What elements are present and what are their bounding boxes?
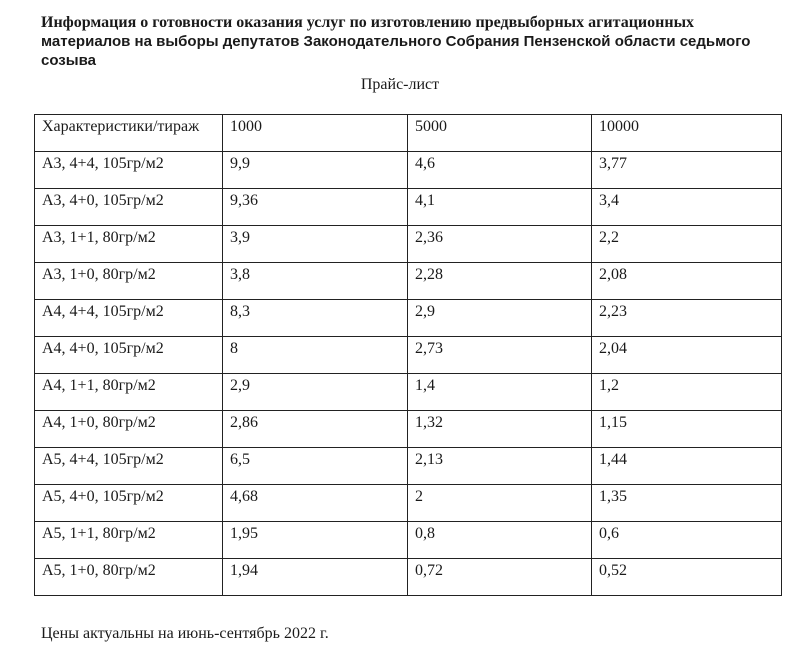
table-cell-10000: 0,6 [592,522,782,559]
table-header-row [35,115,782,152]
heading-line-3: созыва [41,52,96,69]
table-cell-10000: 2,04 [592,337,782,374]
table-cell-1000: 4,68 [223,485,408,522]
table-cell-1000: 3,9 [223,226,408,263]
table-cell-10000: 0,52 [592,559,782,596]
table-row [35,226,782,263]
table-cell-1000: 2,9 [223,374,408,411]
header-cell-5000: 5000 [408,115,592,152]
table-cell-10000: 1,15 [592,411,782,448]
table-cell-10000: 2,08 [592,263,782,300]
table-row [35,189,782,226]
table-cell-1000: 9,36 [223,189,408,226]
table-cell-5000: 1,32 [408,411,592,448]
table-cell-10000: 1,44 [592,448,782,485]
table-cell-10000: 3,4 [592,189,782,226]
table-cell-5000: 2,36 [408,226,592,263]
price-validity-note: Цены актуальны на июнь-сентябрь 2022 г. [41,625,329,642]
header-cell-characteristics: Характеристики/тираж [35,115,223,152]
table-row [35,337,782,374]
table-cell-characteristics: А3, 1+1, 80гр/м2 [35,226,223,263]
table-row [35,485,782,522]
table-cell-characteristics: А4, 4+0, 105гр/м2 [35,337,223,374]
table-cell-5000: 0,8 [408,522,592,559]
table-cell-10000: 1,35 [592,485,782,522]
table-row [35,152,782,189]
header-cell-1000: 1000 [223,115,408,152]
table-cell-1000: 1,94 [223,559,408,596]
table-cell-characteristics: А3, 4+0, 105гр/м2 [35,189,223,226]
table-cell-characteristics: А5, 1+0, 80гр/м2 [35,559,223,596]
table-row [35,300,782,337]
table-cell-1000: 8 [223,337,408,374]
price-list-title: Прайс-лист [360,76,440,93]
table-row [35,448,782,485]
table-cell-1000: 8,3 [223,300,408,337]
table-cell-characteristics: А4, 1+1, 80гр/м2 [35,374,223,411]
table-row [35,374,782,411]
table-cell-5000: 2 [408,485,592,522]
table-cell-characteristics: А3, 4+4, 105гр/м2 [35,152,223,189]
table-cell-characteristics: А5, 4+0, 105гр/м2 [35,485,223,522]
table-cell-5000: 1,4 [408,374,592,411]
table-row [35,559,782,596]
header-cell-10000: 10000 [592,115,782,152]
price-table-body [35,115,782,596]
table-cell-1000: 2,86 [223,411,408,448]
table-cell-5000: 2,13 [408,448,592,485]
table-row [35,263,782,300]
table-cell-5000: 2,28 [408,263,592,300]
table-row [35,411,782,448]
table-cell-10000: 2,2 [592,226,782,263]
price-table [34,114,782,596]
table-row [35,522,782,559]
table-cell-5000: 2,73 [408,337,592,374]
table-cell-5000: 4,1 [408,189,592,226]
table-cell-characteristics: А4, 4+4, 105гр/м2 [35,300,223,337]
heading-line-2: материалов на выборы депутатов Законодательного Собрания Пензенской области седьмого [41,33,751,50]
heading-line-1: Информация о готовности оказания услуг по изготовлению предвыборных агитационных [41,14,695,31]
table-cell-5000: 0,72 [408,559,592,596]
table-cell-10000: 1,2 [592,374,782,411]
table-cell-characteristics: А4, 1+0, 80гр/м2 [35,411,223,448]
table-cell-1000: 3,8 [223,263,408,300]
table-cell-10000: 2,23 [592,300,782,337]
table-cell-characteristics: А5, 1+1, 80гр/м2 [35,522,223,559]
table-cell-5000: 2,9 [408,300,592,337]
table-cell-10000: 3,77 [592,152,782,189]
table-cell-1000: 6,5 [223,448,408,485]
table-cell-1000: 9,9 [223,152,408,189]
table-cell-characteristics: А5, 4+4, 105гр/м2 [35,448,223,485]
table-cell-1000: 1,95 [223,522,408,559]
table-cell-characteristics: А3, 1+0, 80гр/м2 [35,263,223,300]
table-cell-5000: 4,6 [408,152,592,189]
document-heading [41,13,781,70]
